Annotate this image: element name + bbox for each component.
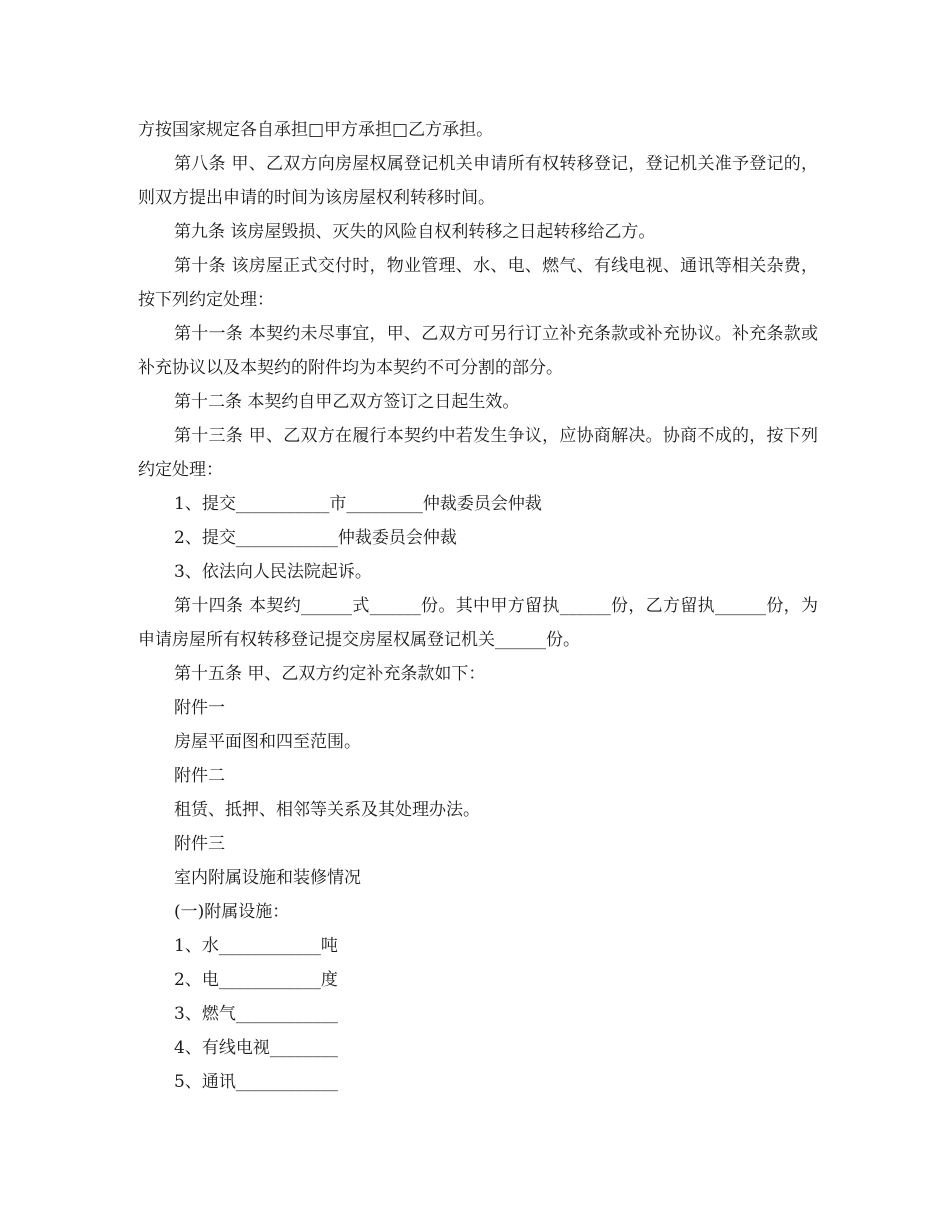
appendix-2-title: 附件二 — [174, 766, 225, 786]
appendix-1-text: 房屋平面图和四至范围。 — [174, 732, 361, 752]
facility-electricity: 2、电____________度 — [174, 970, 338, 990]
article-14: 第十四条 本契约______式______份。其中甲方留执______份，乙方留执______份，为申请房屋所有权转移登记提交房屋权属登记机关______份。 — [138, 596, 818, 650]
document-body — [138, 113, 818, 1099]
paragraph-cost-sharing: 方按国家规定各自承担□甲方承担□乙方承担。 — [138, 120, 494, 140]
article-10: 第十条 该房屋正式交付时，物业管理、水、电、燃气、有线电视、通讯等相关杂费，按下列约定处理： — [138, 256, 818, 310]
facility-gas: 3、燃气____________ — [174, 1004, 338, 1024]
dispute-option-2: 2、提交____________仲裁委员会仲裁 — [174, 528, 457, 548]
appendix-3-text: 室内附属设施和装修情况 — [174, 868, 361, 888]
appendix-2-text: 租赁、抵押、相邻等关系及其处理办法。 — [174, 800, 480, 820]
appendix-1-title: 附件一 — [174, 698, 225, 718]
article-15: 第十五条 甲、乙双方约定补充条款如下： — [174, 664, 486, 684]
facility-water: 1、水____________吨 — [174, 936, 338, 956]
appendix-3-title: 附件三 — [174, 834, 225, 854]
article-11: 第十一条 本契约未尽事宜，甲、乙双方可另行订立补充条款或补充协议。补充条款或补充协议以及本契约的附件均为本契约不可分割的部分。 — [138, 324, 818, 378]
dispute-option-1: 1、提交___________市_________仲裁委员会仲裁 — [174, 494, 542, 514]
facility-cable-tv: 4、有线电视________ — [174, 1038, 338, 1058]
facility-telecom: 5、通讯____________ — [174, 1072, 338, 1092]
facilities-heading: (一)附属设施： — [174, 902, 290, 922]
article-8: 第八条 甲、乙双方向房屋权属登记机关申请所有权转移登记，登记机关准予登记的，则双方提出申请的时间为该房屋权利转移时间。 — [138, 154, 818, 208]
article-12: 第十二条 本契约自甲乙双方签订之日起生效。 — [174, 392, 520, 412]
article-9: 第九条 该房屋毁损、灭失的风险自权利转移之日起转移给乙方。 — [174, 222, 656, 242]
dispute-option-3: 3、依法向人民法院起诉。 — [174, 562, 372, 582]
article-13: 第十三条 甲、乙双方在履行本契约中若发生争议，应协商解决。协商不成的，按下列约定处理： — [138, 426, 818, 480]
